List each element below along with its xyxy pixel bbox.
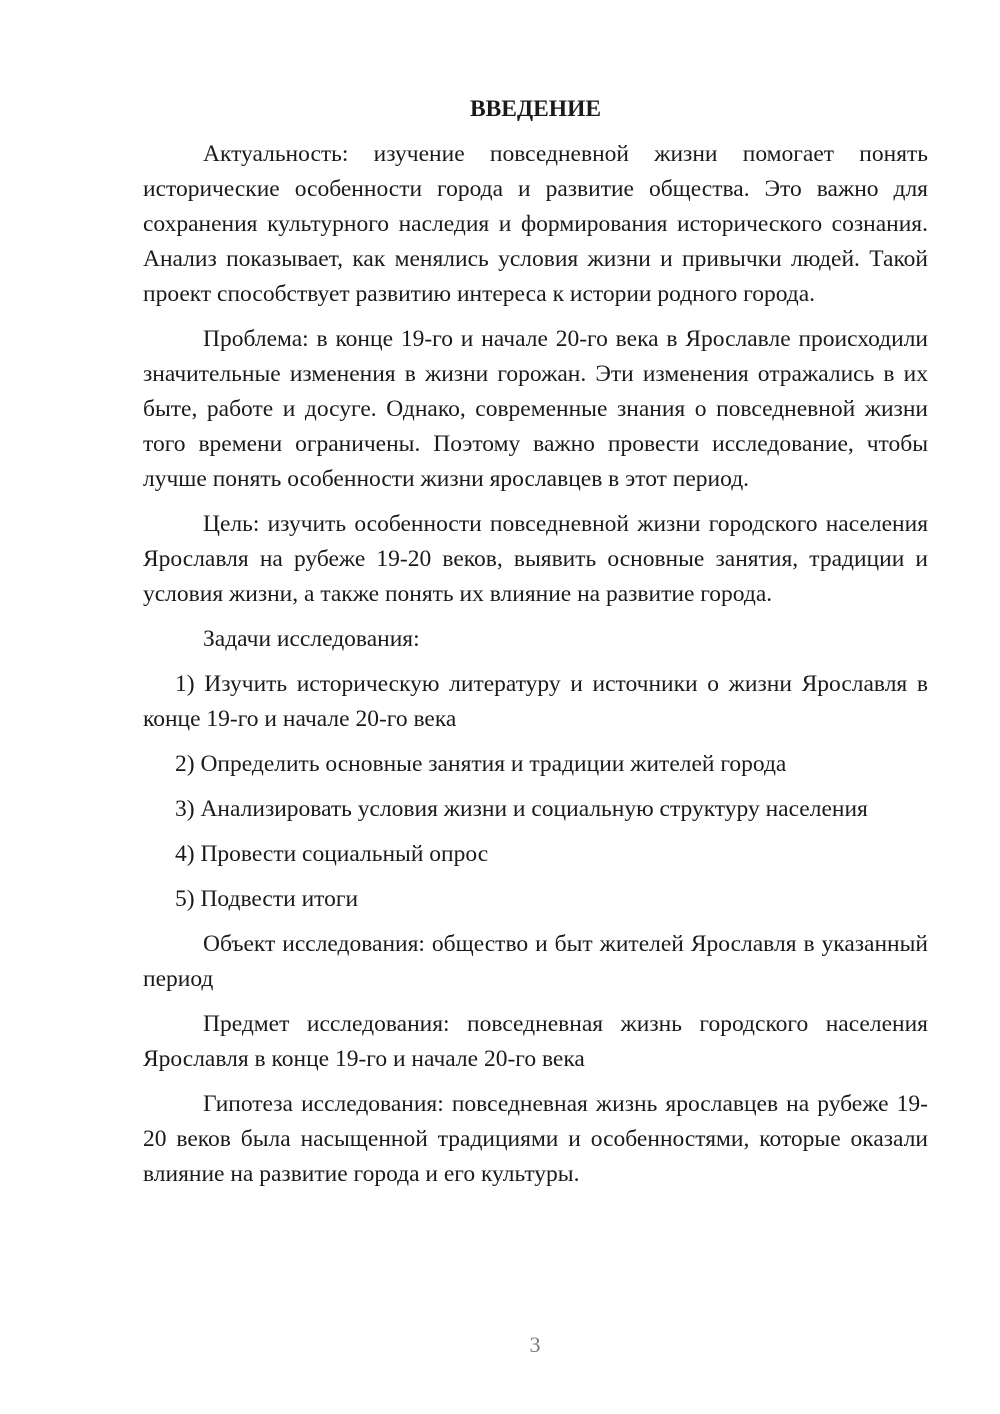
task-item-2: 2) Определить основные занятия и традиции жителей города — [175, 751, 787, 777]
problem-paragraph: Проблема: в конце 19-го и начале 20-го века в Ярославле происходили значительные изменения в жизни горожан. Эти изменения отражались в их быте, работе и досуге. Однако, современные знания о повседневной жизни того времени ограничены. Поэтому важно провести исследование, чтобы лучше понять особенности жизни ярославцев в этот период. — [143, 326, 928, 492]
goal-paragraph: Цель: изучить особенности повседневной жизни городского населения Ярославля на рубеже 19-20 веков, выявить основные занятия, традиции и условия жизни, а также понять их влияние на развитие города. — [143, 511, 928, 607]
page-content — [143, 92, 928, 1202]
task-item-1: 1) Изучить историческую литературу и источники о жизни Ярославля в конце 19-го и начале 20-го века — [143, 671, 928, 732]
page-heading: ВВЕДЕНИЕ — [469, 96, 602, 122]
page-number: 3 — [529, 1332, 541, 1357]
relevance-paragraph: Актуальность: изучение повседневной жизни помогает понять исторические особенности города и развитие общества. Это важно для сохранения культурного наследия и формирования исторического сознания. Анализ показывает, как менялись условия жизни и привычки людей. Такой проект способствует развитию интереса к истории родного города. — [143, 141, 928, 307]
hypothesis-paragraph: Гипотеза исследования: повседневная жизнь ярославцев на рубеже 19-20 веков была насыщенной традициями и особенностями, которые оказали влияние на развитие города и его культуры. — [143, 1091, 928, 1187]
tasks-title: Задачи исследования: — [203, 626, 420, 652]
task-item-4: 4) Провести социальный опрос — [175, 841, 489, 867]
task-item-3: 3) Анализировать условия жизни и социальную структуру населения — [175, 796, 868, 822]
task-item-5: 5) Подвести итоги — [175, 886, 359, 912]
object-paragraph: Объект исследования: общество и быт жителей Ярославля в указанный период — [143, 931, 928, 992]
subject-paragraph: Предмет исследования: повседневная жизнь городского населения Ярославля в конце 19-го и начале 20-го века — [143, 1011, 928, 1072]
